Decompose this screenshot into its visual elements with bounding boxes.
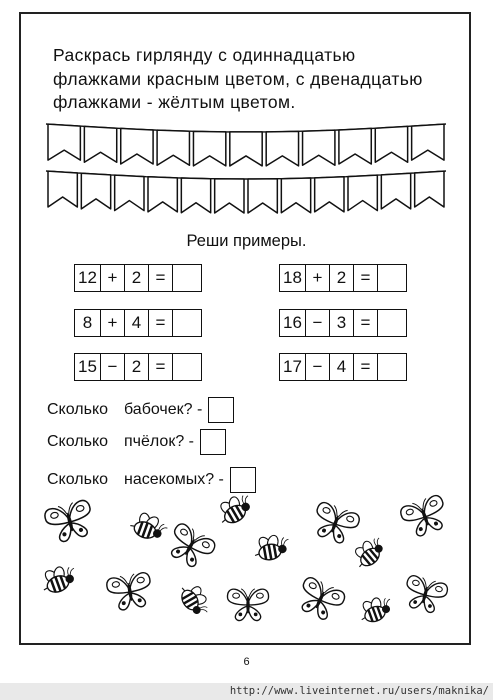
equals-sign: = bbox=[354, 310, 378, 336]
operator: + bbox=[101, 265, 125, 291]
bee-icon bbox=[177, 579, 214, 620]
operand-a: 8 bbox=[75, 310, 101, 336]
question-word: Сколько bbox=[47, 401, 109, 418]
garland-flag[interactable] bbox=[181, 178, 210, 213]
operand-b: 4 bbox=[330, 354, 354, 380]
operand-b: 4 bbox=[125, 310, 149, 336]
example-5 bbox=[74, 353, 202, 381]
equals-sign: = bbox=[354, 265, 378, 291]
garland-flag[interactable] bbox=[193, 131, 225, 166]
operator: − bbox=[306, 310, 330, 336]
subtitle: Реши примеры. bbox=[186, 232, 307, 250]
example-3 bbox=[74, 309, 202, 337]
equals-sign: = bbox=[149, 354, 173, 380]
bee-icon bbox=[356, 592, 396, 626]
task-line-1: Раскрась гирлянду с одиннадцатью bbox=[53, 45, 356, 65]
garland-flag[interactable] bbox=[248, 179, 277, 213]
garland-bottom-12-flags[interactable] bbox=[42, 165, 450, 225]
example-2 bbox=[279, 264, 407, 292]
question-text: насекомых? - bbox=[124, 471, 224, 488]
question-butterflies bbox=[47, 397, 234, 423]
bee-icon bbox=[38, 560, 80, 596]
answer-box[interactable] bbox=[200, 429, 226, 455]
garland-flag[interactable] bbox=[315, 177, 344, 212]
butterfly-icon bbox=[227, 589, 268, 621]
operand-a: 15 bbox=[75, 354, 101, 380]
operator: + bbox=[306, 265, 330, 291]
answer-box[interactable] bbox=[173, 310, 201, 336]
operator: + bbox=[101, 310, 125, 336]
equals-sign: = bbox=[149, 265, 173, 291]
garland-flag[interactable] bbox=[339, 128, 371, 164]
garland-flag[interactable] bbox=[230, 132, 262, 166]
operand-b: 2 bbox=[330, 265, 354, 291]
garland-flag[interactable] bbox=[266, 131, 298, 166]
butterfly-icon bbox=[401, 574, 449, 615]
question-insects bbox=[47, 467, 256, 493]
garland-flag[interactable] bbox=[381, 173, 410, 209]
example-6 bbox=[279, 353, 407, 381]
answer-box[interactable] bbox=[173, 354, 201, 380]
operand-b: 3 bbox=[330, 310, 354, 336]
bee-icon bbox=[252, 531, 292, 562]
garland-flag[interactable] bbox=[48, 171, 77, 207]
garland-flag[interactable] bbox=[281, 178, 310, 213]
garland-flag[interactable] bbox=[412, 124, 444, 160]
example-1 bbox=[74, 264, 202, 292]
operand-a: 16 bbox=[280, 310, 306, 336]
butterfly-icon bbox=[399, 494, 451, 540]
task-text bbox=[53, 44, 463, 115]
question-text: бабочек? - bbox=[124, 401, 203, 418]
answer-box[interactable] bbox=[230, 467, 256, 493]
operand-a: 12 bbox=[75, 265, 101, 291]
operand-b: 2 bbox=[125, 265, 149, 291]
garland-flag[interactable] bbox=[348, 175, 377, 210]
question-word: Сколько bbox=[47, 433, 109, 450]
butterfly-icon bbox=[43, 499, 96, 545]
example-4 bbox=[279, 309, 407, 337]
question-bees bbox=[47, 429, 226, 455]
garland-flag[interactable] bbox=[415, 171, 444, 207]
garland-flag[interactable] bbox=[148, 177, 177, 212]
answer-box[interactable] bbox=[378, 354, 406, 380]
garland-flag[interactable] bbox=[303, 130, 335, 165]
butterfly-icon bbox=[163, 521, 217, 572]
garland-flag[interactable] bbox=[157, 130, 189, 165]
task-line-3: флажками - жёлтым цветом. bbox=[53, 92, 296, 112]
bee-icon bbox=[348, 532, 389, 572]
source-url: http://www.liveinternet.ru/users/maknika/ bbox=[0, 683, 493, 700]
butterfly-icon bbox=[309, 501, 361, 547]
garland-flag[interactable] bbox=[115, 175, 144, 210]
garland-flag[interactable] bbox=[81, 173, 110, 209]
operand-a: 17 bbox=[280, 354, 306, 380]
garland-flag[interactable] bbox=[215, 179, 244, 213]
answer-box[interactable] bbox=[208, 397, 234, 423]
garland-flag[interactable] bbox=[48, 124, 80, 160]
garland-flag[interactable] bbox=[375, 126, 407, 162]
equals-sign: = bbox=[149, 310, 173, 336]
operator: − bbox=[306, 354, 330, 380]
garland-flag[interactable] bbox=[121, 128, 153, 164]
bee-icon bbox=[128, 508, 170, 544]
operator: − bbox=[101, 354, 125, 380]
task-line-2: флажками красным цветом, с двенадцатью bbox=[53, 68, 423, 89]
bee-icon bbox=[213, 492, 257, 528]
question-word: Сколько bbox=[47, 471, 109, 488]
butterfly-icon bbox=[293, 575, 347, 624]
answer-box[interactable] bbox=[378, 265, 406, 291]
insects-illustration bbox=[30, 492, 462, 642]
operand-b: 2 bbox=[125, 354, 149, 380]
butterfly-icon bbox=[106, 571, 155, 612]
answer-box[interactable] bbox=[378, 310, 406, 336]
garland-flag[interactable] bbox=[84, 126, 116, 162]
answer-box[interactable] bbox=[173, 265, 201, 291]
question-text: пчёлок? - bbox=[124, 433, 194, 450]
operand-a: 18 bbox=[280, 265, 306, 291]
page-number: 6 bbox=[243, 656, 250, 668]
equals-sign: = bbox=[354, 354, 378, 380]
